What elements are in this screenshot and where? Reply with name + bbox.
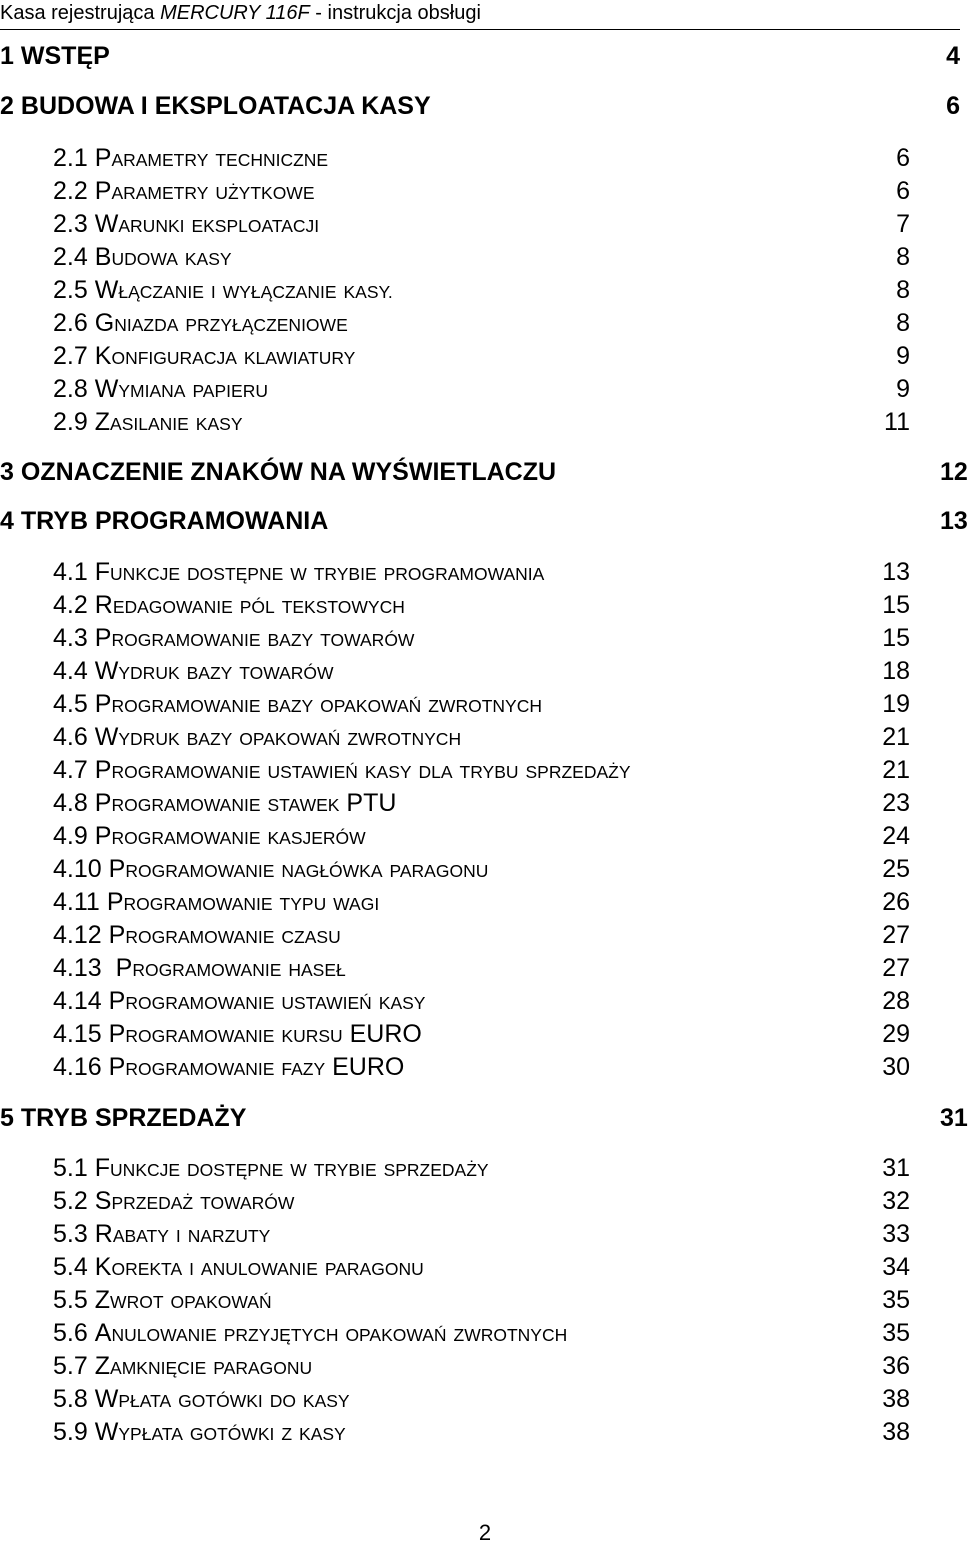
toc-entry-number: 4.13 [53, 954, 102, 982]
toc-entry-title: PROGRAMOWANIE STAWEK PTU [94, 789, 397, 817]
toc-entry[interactable] [53, 556, 910, 588]
toc-entry-page: 32 [882, 1187, 910, 1215]
toc-entry-title: BUDOWA I EKSPLOATACJA KASY [20, 92, 431, 120]
toc-entry-number: 4.2 [53, 591, 88, 619]
toc-entry[interactable] [53, 787, 910, 819]
toc-entry-title: PROGRAMOWANIE FAZY EURO [108, 1053, 405, 1081]
toc-entry[interactable] [53, 985, 910, 1017]
toc-entry-page: 12 [940, 458, 968, 486]
toc-entry-number: 4.6 [53, 723, 88, 751]
toc-entry-number: 5.3 [53, 1220, 88, 1248]
toc-entry-page: 6 [946, 92, 960, 120]
toc-entry[interactable] [53, 853, 910, 885]
toc-entry[interactable] [0, 456, 968, 488]
toc-entry[interactable] [53, 688, 910, 720]
toc-entry-number: 5.6 [53, 1319, 88, 1347]
toc-entry-page: 30 [882, 1053, 910, 1081]
toc-entry-number: 5.2 [53, 1187, 88, 1215]
toc-entry-page: 29 [882, 1020, 910, 1048]
toc-entry-number: 5.7 [53, 1352, 88, 1380]
toc-entry-title: FUNKCJE DOSTĘPNE W TRYBIE PROGRAMOWANIA [94, 558, 545, 586]
toc-entry-number: 4.10 [53, 855, 102, 883]
toc-entry-title: ZWROT OPAKOWAŃ [94, 1286, 272, 1314]
toc-entry-number: 4 [0, 507, 14, 535]
toc-entry-number: 2.1 [53, 144, 88, 172]
toc-entry-page: 28 [882, 987, 910, 1015]
toc-entry-title: PARAMETRY UŻYTKOWE [94, 177, 315, 205]
toc-entry-page: 27 [882, 954, 910, 982]
toc-entry-title: WSTĘP [20, 42, 110, 70]
toc-entry-page: 36 [882, 1352, 910, 1380]
toc-entry-number: 5.1 [53, 1154, 88, 1182]
toc-entry[interactable] [53, 952, 910, 984]
toc-entry-page: 33 [882, 1220, 910, 1248]
toc-entry-number: 4.4 [53, 657, 88, 685]
toc-entry-title: PROGRAMOWANIE NAGŁÓWKA PARAGONU [108, 855, 489, 883]
toc-entry[interactable] [53, 340, 910, 372]
toc-entry-title: WPŁATA GOTÓWKI DO KASY [94, 1385, 350, 1413]
toc-entry[interactable] [0, 1102, 968, 1134]
toc-entry[interactable] [0, 40, 960, 72]
toc-entry-page: 35 [882, 1319, 910, 1347]
toc-entry-number: 4.7 [53, 756, 88, 784]
toc-entry[interactable] [53, 1185, 910, 1217]
toc-entry[interactable] [53, 622, 910, 654]
toc-entry-number: 1 [0, 42, 14, 70]
toc-entry-title: PROGRAMOWANIE TYPU WAGI [106, 888, 380, 916]
toc-entry-number: 4.14 [53, 987, 102, 1015]
toc-entry-page: 25 [882, 855, 910, 883]
toc-entry-page: 6 [896, 177, 910, 205]
toc-entry-page: 24 [882, 822, 910, 850]
toc-entry-title: SPRZEDAŻ TOWARÓW [94, 1187, 295, 1215]
toc-entry-page: 18 [882, 657, 910, 685]
toc-entry-title: PROGRAMOWANIE USTAWIEŃ KASY DLA TRYBU SPRZEDAŻY [94, 756, 631, 784]
toc-entry-number: 4.1 [53, 558, 88, 586]
toc-entry[interactable] [53, 1251, 910, 1283]
toc-entry-number: 4.16 [53, 1053, 102, 1081]
toc-entry[interactable] [53, 886, 910, 918]
toc-entry-number: 4.9 [53, 822, 88, 850]
toc-entry[interactable] [53, 307, 910, 339]
toc-entry-page: 38 [882, 1418, 910, 1446]
toc-entry-title: WYPŁATA GOTÓWKI Z KASY [94, 1418, 346, 1446]
toc-entry-title: ZAMKNIĘCIE PARAGONU [94, 1352, 313, 1380]
toc-entry-title: TRYB SPRZEDAŻY [20, 1104, 247, 1132]
toc-entry-page: 13 [882, 558, 910, 586]
toc-entry-title: KONFIGURACJA KLAWIATURY [94, 342, 356, 370]
toc-entry-page: 9 [896, 375, 910, 403]
toc-entry-number: 2.9 [53, 408, 88, 436]
toc-entry[interactable] [53, 241, 910, 273]
page-number: 2 [478, 1520, 492, 1545]
toc-entry-title: FUNKCJE DOSTĘPNE W TRYBIE SPRZEDAŻY [94, 1154, 489, 1182]
toc-entry-title: ZASILANIE KASY [94, 408, 243, 436]
header-model: MERCURY 116F [160, 2, 310, 24]
toc-entry[interactable] [53, 1350, 910, 1382]
toc-entry-title: PROGRAMOWANIE USTAWIEŃ KASY [108, 987, 426, 1015]
toc-entry-title: OZNACZENIE ZNAKÓW NA WYŚWIETLACZU [20, 458, 557, 486]
toc-entry-number: 3 [0, 458, 14, 486]
toc-entry[interactable] [53, 919, 910, 951]
toc-entry-page: 11 [884, 408, 910, 436]
toc-entry-page: 15 [882, 624, 910, 652]
toc-entry[interactable] [53, 721, 910, 753]
toc-entry-number: 5.9 [53, 1418, 88, 1446]
toc-entry-number: 5 [0, 1104, 14, 1132]
toc-entry-page: 15 [882, 591, 910, 619]
toc-entry-page: 19 [882, 690, 910, 718]
toc-entry-title: WYDRUK BAZY TOWARÓW [94, 657, 334, 685]
toc-entry-page: 7 [896, 210, 910, 238]
toc-entry-page: 21 [882, 723, 910, 751]
toc-entry[interactable] [53, 820, 910, 852]
toc-entry-number: 2.5 [53, 276, 88, 304]
toc-entry[interactable] [53, 142, 910, 174]
toc-entry-title: WYDRUK BAZY OPAKOWAŃ ZWROTNYCH [94, 723, 462, 751]
toc-entry[interactable] [53, 589, 910, 621]
toc-entry-title: PROGRAMOWANIE BAZY TOWARÓW [94, 624, 415, 652]
toc-entry-number: 2.8 [53, 375, 88, 403]
toc-entry-page: 8 [896, 276, 910, 304]
toc-entry-number: 5.8 [53, 1385, 88, 1413]
toc-entry[interactable] [53, 175, 910, 207]
toc-entry[interactable] [53, 373, 910, 405]
toc-entry-page: 23 [882, 789, 910, 817]
toc-entry[interactable] [53, 1383, 910, 1415]
toc-entry-title: PROGRAMOWANIE KURSU EURO [108, 1020, 422, 1048]
toc-entry[interactable] [53, 208, 910, 240]
toc-entry-number: 2.2 [53, 177, 88, 205]
toc-entry-page: 31 [882, 1154, 910, 1182]
toc-entry-page: 8 [896, 309, 910, 337]
toc-entry-title: PROGRAMOWANIE BAZY OPAKOWAŃ ZWROTNYCH [94, 690, 542, 718]
toc-entry[interactable] [53, 1051, 910, 1083]
toc-entry[interactable] [53, 406, 910, 438]
toc-entry-number: 2.7 [53, 342, 88, 370]
toc-entry-title: PARAMETRY TECHNICZNE [94, 144, 329, 172]
toc-entry-title: WARUNKI EKSPLOATACJI [94, 210, 320, 238]
toc-entry[interactable] [53, 1018, 910, 1050]
toc-entry[interactable] [53, 1152, 910, 1184]
toc-entry[interactable] [53, 655, 910, 687]
toc-entry-title: KOREKTA I ANULOWANIE PARAGONU [94, 1253, 424, 1281]
toc-entry-number: 4.15 [53, 1020, 102, 1048]
toc-entry-title: TRYB PROGRAMOWANIA [20, 507, 329, 535]
toc-entry-number: 2.3 [53, 210, 88, 238]
toc-entry-title: BUDOWA KASY [94, 243, 232, 271]
toc-entry-title: WYMIANA PAPIERU [94, 375, 268, 403]
toc-entry-page: 21 [882, 756, 910, 784]
toc-entry-page: 26 [882, 888, 910, 916]
toc-entry[interactable] [53, 1317, 910, 1349]
toc-entry[interactable] [53, 1284, 910, 1316]
toc-entry-title: WŁĄCZANIE I WYŁĄCZANIE KASY. [94, 276, 393, 304]
toc-entry-number: 5.4 [53, 1253, 88, 1281]
toc-entry-page: 34 [882, 1253, 910, 1281]
toc-entry-number: 4.11 [53, 888, 100, 916]
toc-entry-page: 38 [882, 1385, 910, 1413]
toc-entry-number: 5.5 [53, 1286, 88, 1314]
header-suffix: - instrukcja obsługi [309, 2, 481, 24]
toc-entry[interactable] [53, 1416, 910, 1448]
toc-entry-number: 2.6 [53, 309, 88, 337]
toc-entry-title: GNIAZDA PRZYŁĄCZENIOWE [94, 309, 348, 337]
toc-entry-number: 4.8 [53, 789, 88, 817]
toc-entry-page: 31 [940, 1104, 968, 1132]
toc-entry-title: PROGRAMOWANIE KASJERÓW [94, 822, 366, 850]
toc-entry-title: REDAGOWANIE PÓL TEKSTOWYCH [94, 591, 405, 619]
toc-entry-page: 27 [882, 921, 910, 949]
toc-entry[interactable] [0, 505, 968, 537]
toc-entry[interactable] [53, 754, 910, 786]
toc-entry-page: 4 [946, 42, 960, 70]
toc-entry-title: PROGRAMOWANIE CZASU [108, 921, 341, 949]
toc-entry-title: RABATY I NARZUTY [94, 1220, 271, 1248]
header-prefix: Kasa rejestrująca [0, 2, 161, 24]
toc-entry-number: 2 [0, 92, 14, 120]
toc-entry-number: 4.12 [53, 921, 102, 949]
toc-entry-page: 8 [896, 243, 910, 271]
toc-entry-title: ANULOWANIE PRZYJĘTYCH OPAKOWAŃ ZWROTNYCH [94, 1319, 568, 1347]
toc-entry-page: 35 [882, 1286, 910, 1314]
toc-entry-page: 9 [896, 342, 910, 370]
toc-entry[interactable] [0, 90, 960, 122]
toc-entry-number: 2.4 [53, 243, 88, 271]
toc-entry-number: 4.5 [53, 690, 88, 718]
running-header [0, 0, 960, 30]
toc-entry-page: 13 [940, 507, 968, 535]
toc-entry-title: PROGRAMOWANIE HASEŁ [115, 954, 346, 982]
toc-entry-number: 4.3 [53, 624, 88, 652]
toc-entry-page: 6 [896, 144, 910, 172]
toc-entry[interactable] [53, 1218, 910, 1250]
toc-entry[interactable] [53, 274, 910, 306]
